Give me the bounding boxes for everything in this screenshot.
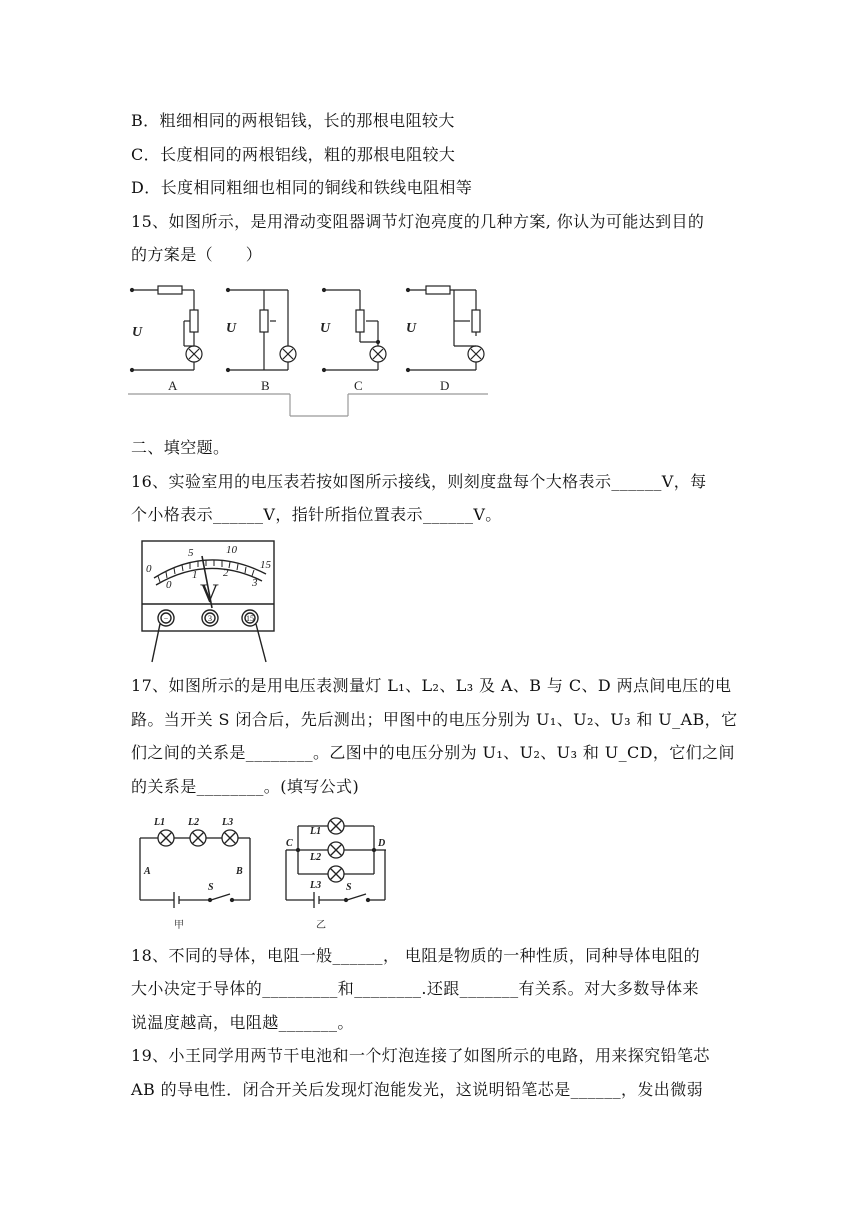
parallel-circuit-yi — [286, 818, 386, 908]
q15-circuit-c — [323, 289, 387, 372]
circuit-label-b: B — [261, 378, 270, 393]
jia-point-b: B — [236, 866, 243, 877]
q14-option-b: B．粗细相同的两根铝钱，长的那根电阻较大 — [131, 111, 455, 130]
terminal-15: 15 — [246, 614, 254, 623]
q17-text-line1: 17、如图所示的是用电压表测量灯 L₁、L₂、L₃ 及 A、B 与 C、D 两点间电压的电 — [131, 676, 732, 695]
voltage-label-a: U — [132, 325, 143, 340]
q19-text-line1: 19、小王同学用两节干电池和一个灯泡连接了如图所示的电路，用来探究铅笔芯 — [131, 1046, 710, 1065]
q18-text-line2: 大小决定于导体的_________和________.还跟_______有关系。对大多数导体来 — [131, 979, 699, 998]
q15-text-line2: 的方案是（ ） — [131, 245, 263, 264]
caption-yi: 乙 — [316, 920, 326, 931]
yi-point-c: C — [286, 838, 293, 849]
jia-switch: S — [208, 882, 214, 893]
yi-switch: S — [346, 882, 352, 893]
q15-circuit-figure — [128, 280, 490, 418]
q19-text-line2: AB 的导电性．闭合开关后发现灯泡能发光，这说明铅笔芯是______，发出微弱 — [131, 1080, 703, 1099]
scale-lower-0: 0 — [166, 579, 172, 591]
caption-jia: 甲 — [174, 920, 184, 931]
yi-lamp-3: L3 — [310, 880, 322, 891]
yi-point-d: D — [378, 838, 386, 849]
jia-lamp-1: L1 — [154, 817, 166, 828]
scale-lower-2: 2 — [223, 567, 229, 579]
scale-upper-10: 10 — [226, 544, 237, 556]
q15-circuit-d — [407, 286, 485, 372]
q18-text-line1: 18、不同的导体，电阻一般______， 电阻是物质的一种性质，同种导体电阻的 — [131, 946, 701, 965]
q15-circuit-b — [227, 289, 297, 372]
q14-option-d: D．长度相同粗细也相同的铜线和铁线电阻相等 — [131, 178, 473, 197]
jia-lamp-3: L3 — [222, 817, 234, 828]
voltage-label-d: U — [406, 321, 417, 336]
q17-text-line4: 的关系是________。(填写公式) — [131, 777, 360, 796]
terminal-3: 3 — [208, 614, 212, 623]
q14-option-c: C．长度相同的两根铝线，粗的那根电阻较大 — [131, 145, 456, 164]
scale-lower-3: 3 — [252, 577, 258, 589]
voltmeter-unit: V — [200, 579, 219, 608]
scale-lower-1: 1 — [192, 569, 198, 581]
q17-text-line2: 路。当开关 S 闭合后，先后测出；甲图中的电压分别为 U₁、U₂、U₃ 和 U_AB，它 — [131, 710, 738, 729]
q16-text-line2: 个小格表示______V，指针所指位置表示______V。 — [131, 505, 502, 524]
scale-upper-0: 0 — [146, 563, 152, 575]
series-circuit-jia — [140, 830, 250, 908]
yi-lamp-1: L1 — [310, 826, 322, 837]
voltmeter-figure — [132, 538, 278, 664]
yi-lamp-2: L2 — [310, 852, 322, 863]
circuit-label-d: D — [440, 378, 450, 393]
section-heading: 二、填空题。 — [131, 438, 230, 457]
terminal-negative: − — [163, 614, 169, 623]
voltage-label-b: U — [226, 321, 237, 336]
jia-point-a: A — [144, 866, 151, 877]
q17-text-line3: 们之间的关系是________。乙图中的电压分别为 U₁、U₂、U₃ 和 U_CD，它们之间 — [131, 743, 735, 762]
scale-upper-15: 15 — [260, 559, 271, 571]
scale-upper-5: 5 — [188, 547, 194, 559]
jia-lamp-2: L2 — [188, 817, 200, 828]
circuit-label-a: A — [168, 378, 178, 393]
q15-text-line1: 15、如图所示，是用滑动变阻器调节灯泡亮度的几种方案, 你认为可能达到目的 — [131, 212, 705, 231]
voltage-label-c: U — [320, 321, 331, 336]
q16-text-line1: 16、实验室用的电压表若按如图所示接线，则刻度盘每个大格表示______V，每 — [131, 472, 707, 491]
q18-text-line3: 说温度越高，电阻越_______。 — [131, 1013, 354, 1032]
circuit-label-c: C — [354, 378, 363, 393]
q17-circuits-figure — [134, 812, 386, 934]
